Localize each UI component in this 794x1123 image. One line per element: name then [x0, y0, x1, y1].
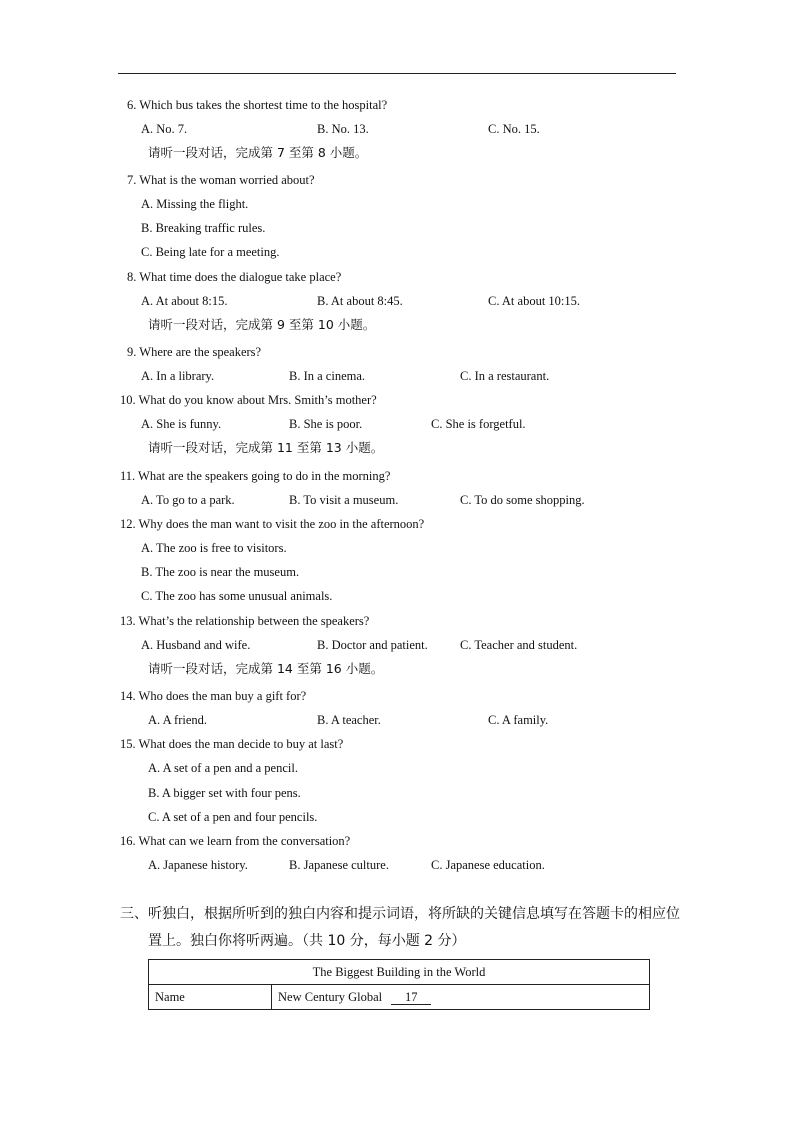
- q12-option-c: C. The zoo has some unusual animals.: [141, 589, 333, 603]
- question-15: 15. What does the man decide to buy at last?: [120, 737, 344, 751]
- table-title: The Biggest Building in the World: [149, 960, 650, 985]
- q6-option-a: A. No. 7.: [141, 122, 188, 136]
- q8-option-c: C. At about 10:15.: [488, 294, 581, 308]
- q14-option-a: A. A friend.: [148, 713, 208, 727]
- question-16: 16. What can we learn from the conversation?: [120, 834, 351, 848]
- q12-option-b: B. The zoo is near the museum.: [141, 565, 300, 579]
- q16-option-c: C. Japanese education.: [431, 858, 545, 872]
- instruction-11-13: 请听一段对话，完成第 11 至第 13 小题。: [148, 440, 384, 455]
- q6-option-c: C. No. 15.: [488, 122, 540, 136]
- q6-option-b: B. No. 13.: [317, 122, 369, 136]
- question-9: 9. Where are the speakers?: [127, 345, 262, 359]
- q8-option-a: A. At about 8:15.: [141, 294, 228, 308]
- q13-option-a: A. Husband and wife.: [141, 638, 251, 652]
- q11-option-b: B. To visit a museum.: [289, 493, 399, 507]
- q10-option-a: A. She is funny.: [141, 417, 222, 431]
- question-13: 13. What’s the relationship between the speakers?: [120, 614, 370, 628]
- question-6: 6. Which bus takes the shortest time to the hospital?: [127, 98, 388, 112]
- q13-option-c: C. Teacher and student.: [460, 638, 578, 652]
- q16-option-b: B. Japanese culture.: [289, 858, 389, 872]
- row-label-name: Name: [149, 985, 272, 1010]
- q7-option-b: B. Breaking traffic rules.: [141, 221, 266, 235]
- q12-option-a: A. The zoo is free to visitors.: [141, 541, 287, 555]
- instruction-14-16: 请听一段对话，完成第 14 至第 16 小题。: [148, 661, 384, 676]
- q14-option-c: C. A family.: [488, 713, 549, 727]
- table-row: [149, 985, 650, 1010]
- q16-option-a: A. Japanese history.: [148, 858, 248, 872]
- info-table: [148, 959, 650, 1010]
- q11-option-a: A. To go to a park.: [141, 493, 235, 507]
- q9-option-c: C. In a restaurant.: [460, 369, 550, 383]
- q15-option-c: C. A set of a pen and four pencils.: [148, 810, 318, 824]
- answer-blank-17[interactable]: 17: [391, 991, 431, 1005]
- q15-option-a: A. A set of a pen and a pencil.: [148, 761, 298, 775]
- question-10: 10. What do you know about Mrs. Smith’s mother?: [120, 393, 377, 407]
- q7-option-a: A. Missing the flight.: [141, 197, 249, 211]
- question-8: 8. What time does the dialogue take place?: [127, 270, 342, 284]
- q7-option-c: C. Being late for a meeting.: [141, 245, 280, 259]
- q10-option-b: B. She is poor.: [289, 417, 363, 431]
- question-11: 11. What are the speakers going to do in the morning?: [120, 469, 391, 483]
- q8-option-b: B. At about 8:45.: [317, 294, 403, 308]
- q11-option-c: C. To do some shopping.: [460, 493, 585, 507]
- row-value-cell: [272, 985, 650, 1010]
- question-12: 12. Why does the man want to visit the zoo in the afternoon?: [120, 517, 425, 531]
- section3-heading-line2: 置上。独白你将听两遍。（共 10 分，每小题 2 分）: [148, 933, 466, 949]
- instruction-9-10: 请听一段对话，完成第 9 至第 10 小题。: [148, 317, 376, 332]
- q14-option-b: B. A teacher.: [317, 713, 381, 727]
- row-value-text: New Century Global: [278, 989, 383, 1004]
- header-rule: [118, 73, 676, 74]
- q15-option-b: B. A bigger set with four pens.: [148, 786, 301, 800]
- question-14: 14. Who does the man buy a gift for?: [120, 689, 307, 703]
- q9-option-b: B. In a cinema.: [289, 369, 366, 383]
- q13-option-b: B. Doctor and patient.: [317, 638, 428, 652]
- q9-option-a: A. In a library.: [141, 369, 215, 383]
- section3-heading-line1: 三、听独白，根据所听到的独白内容和提示词语，将所缺的关键信息填写在答题卡的相应位: [120, 906, 680, 922]
- q10-option-c: C. She is forgetful.: [431, 417, 526, 431]
- question-7: 7. What is the woman worried about?: [127, 173, 315, 187]
- instruction-7-8: 请听一段对话，完成第 7 至第 8 小题。: [148, 145, 368, 160]
